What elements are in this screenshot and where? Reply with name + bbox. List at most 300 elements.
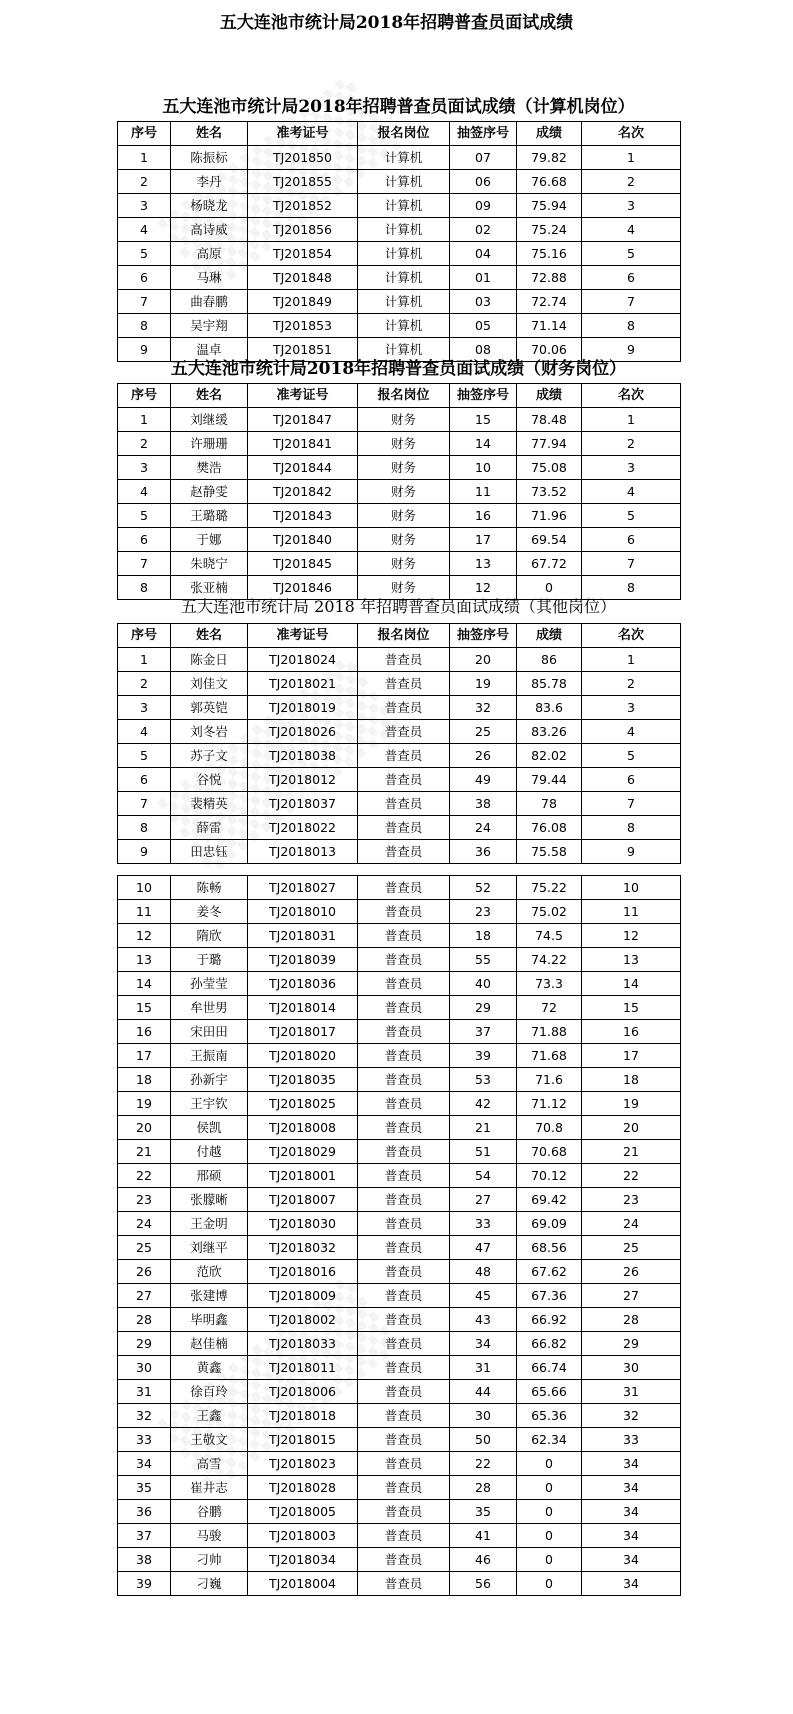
table-cell: 14 (582, 972, 681, 996)
table-cell: 普查员 (358, 1236, 450, 1260)
table-cell: 18 (118, 1068, 171, 1092)
table-row (118, 1548, 681, 1572)
table-cell: 财务 (358, 576, 450, 600)
column-header: 准考证号 (248, 624, 358, 648)
table-cell: TJ2018034 (248, 1548, 358, 1572)
table-cell: 郭英铠 (171, 696, 248, 720)
table-cell: 马琳 (171, 266, 248, 290)
table-cell: 王金明 (171, 1212, 248, 1236)
table-cell: 30 (450, 1404, 517, 1428)
table-row (118, 840, 681, 864)
table-cell: 裴精英 (171, 792, 248, 816)
table-cell: 11 (118, 900, 171, 924)
column-header: 报名岗位 (358, 624, 450, 648)
table-cell: 3 (118, 194, 171, 218)
table-cell: 16 (582, 1020, 681, 1044)
table-cell: 71.14 (517, 314, 582, 338)
table-cell: 62.34 (517, 1428, 582, 1452)
table-cell: 0 (517, 576, 582, 600)
table-cell: 普查员 (358, 1212, 450, 1236)
table-cell: 23 (118, 1188, 171, 1212)
table-cell: 6 (582, 266, 681, 290)
table-cell: TJ2018026 (248, 720, 358, 744)
table-cell: TJ2018030 (248, 1212, 358, 1236)
table-cell: 8 (118, 576, 171, 600)
table-cell: 4 (582, 218, 681, 242)
table-cell: 普查员 (358, 720, 450, 744)
table-cell: 5 (118, 504, 171, 528)
table-cell: 陈振标 (171, 146, 248, 170)
column-header: 姓名 (171, 122, 248, 146)
table-row (118, 924, 681, 948)
table-cell: 普查员 (358, 1068, 450, 1092)
table-cell: 33 (118, 1428, 171, 1452)
table-cell: TJ201847 (248, 408, 358, 432)
table-cell: 普查员 (358, 1044, 450, 1068)
table-cell: 67.72 (517, 552, 582, 576)
table-cell: 1 (582, 146, 681, 170)
table-cell: 2 (118, 170, 171, 194)
table-cell: 29 (582, 1332, 681, 1356)
table-cell: 85.78 (517, 672, 582, 696)
table-cell: 03 (450, 290, 517, 314)
table-cell: 23 (450, 900, 517, 924)
table-cell: 22 (582, 1164, 681, 1188)
table-row (118, 1188, 681, 1212)
table-cell: 财务 (358, 528, 450, 552)
table-cell: TJ2018027 (248, 876, 358, 900)
table-cell: 4 (118, 720, 171, 744)
table-cell: 18 (450, 924, 517, 948)
table-cell: 普查员 (358, 1428, 450, 1452)
table-cell: 36 (450, 840, 517, 864)
table-cell: 19 (450, 672, 517, 696)
table-cell: 普查员 (358, 900, 450, 924)
table-cell: 71.96 (517, 504, 582, 528)
table-row (118, 1044, 681, 1068)
table-row (118, 266, 681, 290)
table-cell: 2 (118, 672, 171, 696)
table-cell: 19 (582, 1092, 681, 1116)
table-row (118, 1284, 681, 1308)
table-row (118, 1308, 681, 1332)
table-row (118, 720, 681, 744)
table-cell: 赵佳楠 (171, 1332, 248, 1356)
table-cell: 财务 (358, 432, 450, 456)
table-cell: 9 (582, 338, 681, 362)
table-cell: TJ2018023 (248, 1452, 358, 1476)
table-row (118, 1356, 681, 1380)
table-cell: 8 (582, 576, 681, 600)
table-row (118, 1092, 681, 1116)
table-cell: 22 (450, 1452, 517, 1476)
table-row (118, 1140, 681, 1164)
table-cell: 66.74 (517, 1356, 582, 1380)
table-cell: 刁巍 (171, 1572, 248, 1596)
table-cell: 20 (450, 648, 517, 672)
table-cell: 普查员 (358, 972, 450, 996)
table-cell: 17 (582, 1044, 681, 1068)
table-cell: 7 (118, 290, 171, 314)
table-cell: 40 (450, 972, 517, 996)
table-cell: 陈金日 (171, 648, 248, 672)
table-cell: 计算机 (358, 194, 450, 218)
table-cell: 71.88 (517, 1020, 582, 1044)
table-cell: 13 (582, 948, 681, 972)
table-header-row (118, 624, 681, 648)
table-cell: 38 (450, 792, 517, 816)
table-row (118, 1236, 681, 1260)
table-cell: 张亚楠 (171, 576, 248, 600)
table-cell: TJ2018029 (248, 1140, 358, 1164)
table-other-continued (117, 875, 681, 1596)
table-cell: 10 (118, 876, 171, 900)
table-cell: 35 (118, 1476, 171, 1500)
table-cell: 6 (118, 266, 171, 290)
table-cell: TJ2018004 (248, 1572, 358, 1596)
table-cell: 财务 (358, 456, 450, 480)
table-cell: 11 (450, 480, 517, 504)
table-cell: 07 (450, 146, 517, 170)
table-cell: 15 (118, 996, 171, 1020)
table-cell: 普查员 (358, 696, 450, 720)
table-cell: TJ201846 (248, 576, 358, 600)
table-cell: 普查员 (358, 1116, 450, 1140)
table-cell: 21 (582, 1140, 681, 1164)
table-cell: 72 (517, 996, 582, 1020)
table-cell: 普查员 (358, 768, 450, 792)
table-row (118, 744, 681, 768)
table-cell: 刘继平 (171, 1236, 248, 1260)
table-cell: 6 (582, 768, 681, 792)
table-cell: 陈畅 (171, 876, 248, 900)
table-row (118, 792, 681, 816)
table-cell: 0 (517, 1476, 582, 1500)
table-row (118, 1476, 681, 1500)
table-cell: 31 (118, 1380, 171, 1404)
table-cell: 27 (582, 1284, 681, 1308)
table-cell: 于娜 (171, 528, 248, 552)
table-cell: TJ2018033 (248, 1332, 358, 1356)
table-computer (117, 121, 681, 362)
table-cell: 76.08 (517, 816, 582, 840)
column-header: 报名岗位 (358, 384, 450, 408)
table-row (118, 408, 681, 432)
table-cell: 计算机 (358, 146, 450, 170)
table-cell: 82.02 (517, 744, 582, 768)
table-cell: 5 (582, 504, 681, 528)
table-row (118, 290, 681, 314)
table-cell: 普查员 (358, 1020, 450, 1044)
table-cell: 普查员 (358, 1092, 450, 1116)
table-cell: 53 (450, 1068, 517, 1092)
table-cell: 3 (118, 456, 171, 480)
table-cell: 普查员 (358, 876, 450, 900)
table-row (118, 876, 681, 900)
table-cell: 0 (517, 1548, 582, 1572)
table-cell: TJ201849 (248, 290, 358, 314)
table-cell: 10 (582, 876, 681, 900)
table-cell: 69.54 (517, 528, 582, 552)
table-row (118, 432, 681, 456)
table-cell: 66.82 (517, 1332, 582, 1356)
table-cell: 15 (450, 408, 517, 432)
column-header: 准考证号 (248, 122, 358, 146)
table-cell: 0 (517, 1572, 582, 1596)
table-row (118, 1020, 681, 1044)
table-cell: 普查员 (358, 1380, 450, 1404)
table-cell: 33 (582, 1428, 681, 1452)
table-cell: 普查员 (358, 948, 450, 972)
table-cell: 普查员 (358, 744, 450, 768)
table-cell: 14 (118, 972, 171, 996)
table-cell: 72.88 (517, 266, 582, 290)
table-row (118, 1116, 681, 1140)
table-cell: 1 (118, 146, 171, 170)
table-cell: 刁帅 (171, 1548, 248, 1572)
table-cell: 毕明鑫 (171, 1308, 248, 1332)
table-cell: TJ2018022 (248, 816, 358, 840)
table-cell: 3 (582, 456, 681, 480)
table-cell: 计算机 (358, 242, 450, 266)
table-cell: TJ2018024 (248, 648, 358, 672)
table-cell: 34 (582, 1548, 681, 1572)
table-cell: 34 (118, 1452, 171, 1476)
table-cell: TJ2018011 (248, 1356, 358, 1380)
table-cell: 普查员 (358, 1188, 450, 1212)
table-cell: 66.92 (517, 1308, 582, 1332)
table-cell: 牟世男 (171, 996, 248, 1020)
table-cell: 马骏 (171, 1524, 248, 1548)
table-row (118, 456, 681, 480)
table-cell: 29 (118, 1332, 171, 1356)
table-cell: 计算机 (358, 314, 450, 338)
table-cell: 黄鑫 (171, 1356, 248, 1380)
table-cell: 78.48 (517, 408, 582, 432)
table-cell: 1 (582, 408, 681, 432)
table-cell: TJ201840 (248, 528, 358, 552)
table-cell: TJ2018025 (248, 1092, 358, 1116)
table-cell: 75.94 (517, 194, 582, 218)
table-cell: TJ2018037 (248, 792, 358, 816)
table-cell: 宋田田 (171, 1020, 248, 1044)
table-cell: 赵静雯 (171, 480, 248, 504)
table-cell: 34 (582, 1500, 681, 1524)
table-cell: 16 (450, 504, 517, 528)
table-cell: 28 (450, 1476, 517, 1500)
table-cell: TJ2018009 (248, 1284, 358, 1308)
table-cell: 38 (118, 1548, 171, 1572)
table-cell: 50 (450, 1428, 517, 1452)
table-cell: TJ2018035 (248, 1068, 358, 1092)
table-cell: TJ201854 (248, 242, 358, 266)
table-cell: 12 (450, 576, 517, 600)
table-cell: 计算机 (358, 170, 450, 194)
table-cell: 26 (450, 744, 517, 768)
table-cell: 1 (118, 648, 171, 672)
table-cell: 2 (582, 432, 681, 456)
table-other (117, 623, 681, 864)
table-cell: 0 (517, 1524, 582, 1548)
table-cell: 6 (118, 768, 171, 792)
table-cell: TJ2018038 (248, 744, 358, 768)
table-cell: 高原 (171, 242, 248, 266)
table-cell: 普查员 (358, 1500, 450, 1524)
table-cell: 72.74 (517, 290, 582, 314)
table-cell: TJ2018036 (248, 972, 358, 996)
table-cell: TJ2018032 (248, 1236, 358, 1260)
table-cell: 普查员 (358, 1404, 450, 1428)
table-cell: 12 (582, 924, 681, 948)
table-cell: 田忠钰 (171, 840, 248, 864)
table-cell: TJ2018019 (248, 696, 358, 720)
table-cell: 31 (582, 1380, 681, 1404)
table-cell: 75.58 (517, 840, 582, 864)
table-cell: TJ2018005 (248, 1500, 358, 1524)
table-cell: 徐百玲 (171, 1380, 248, 1404)
table-row (118, 1572, 681, 1596)
column-header: 报名岗位 (358, 122, 450, 146)
table-cell: 2 (118, 432, 171, 456)
table-cell: 11 (582, 900, 681, 924)
table-cell: 41 (450, 1524, 517, 1548)
table-cell: 4 (118, 218, 171, 242)
table-cell: 8 (582, 816, 681, 840)
table-cell: 刘继缓 (171, 408, 248, 432)
column-header: 成绩 (517, 624, 582, 648)
table-cell: 25 (582, 1236, 681, 1260)
table-cell: 37 (118, 1524, 171, 1548)
table-cell: 48 (450, 1260, 517, 1284)
table-cell: 苏子文 (171, 744, 248, 768)
table-cell: 普查员 (358, 1308, 450, 1332)
table-cell: 谷鹏 (171, 1500, 248, 1524)
table-row (118, 900, 681, 924)
table-cell: 30 (582, 1356, 681, 1380)
table-cell: 43 (450, 1308, 517, 1332)
table-cell: 24 (118, 1212, 171, 1236)
table-cell: 71.68 (517, 1044, 582, 1068)
table-cell: 1 (118, 408, 171, 432)
table-cell: 75.24 (517, 218, 582, 242)
table-cell: 普查员 (358, 1164, 450, 1188)
table-cell: TJ201855 (248, 170, 358, 194)
table-row (118, 552, 681, 576)
table-cell: 5 (118, 744, 171, 768)
table-cell: 70.06 (517, 338, 582, 362)
table-cell: 张朦晰 (171, 1188, 248, 1212)
table-cell: 6 (582, 528, 681, 552)
table-cell: 13 (450, 552, 517, 576)
table-cell: 0 (517, 1452, 582, 1476)
table-cell: 王振南 (171, 1044, 248, 1068)
table-cell: 付越 (171, 1140, 248, 1164)
table-row (118, 170, 681, 194)
table-cell: 计算机 (358, 266, 450, 290)
table-row (118, 648, 681, 672)
table-cell: 23 (582, 1188, 681, 1212)
table-cell: 张建博 (171, 1284, 248, 1308)
table-row (118, 528, 681, 552)
table-cell: 83.26 (517, 720, 582, 744)
table-cell: TJ2018001 (248, 1164, 358, 1188)
table-cell: 8 (582, 314, 681, 338)
table-cell: 于璐 (171, 948, 248, 972)
table-cell: 刘佳文 (171, 672, 248, 696)
table-cell: 29 (450, 996, 517, 1020)
table-row (118, 696, 681, 720)
table-cell: 79.44 (517, 768, 582, 792)
table-cell: 24 (582, 1212, 681, 1236)
table-cell: TJ2018039 (248, 948, 358, 972)
table-cell: 8 (118, 314, 171, 338)
table-cell: 2 (582, 672, 681, 696)
table-finance (117, 383, 681, 600)
table-cell: 4 (582, 720, 681, 744)
column-header: 抽签序号 (450, 384, 517, 408)
table-cell: 20 (118, 1116, 171, 1140)
table-cell: 75.22 (517, 876, 582, 900)
table-row (118, 948, 681, 972)
table-cell: 70.12 (517, 1164, 582, 1188)
table-cell: 05 (450, 314, 517, 338)
table-cell: 52 (450, 876, 517, 900)
table-cell: 邢硕 (171, 1164, 248, 1188)
table-cell: TJ201852 (248, 194, 358, 218)
table-cell: 44 (450, 1380, 517, 1404)
table-cell: 21 (118, 1140, 171, 1164)
table-cell: 3 (582, 194, 681, 218)
table-cell: 65.66 (517, 1380, 582, 1404)
table-cell: TJ201853 (248, 314, 358, 338)
table-cell: 王璐璐 (171, 504, 248, 528)
table-cell: 普查员 (358, 1140, 450, 1164)
table-cell: 39 (118, 1572, 171, 1596)
table-cell: 06 (450, 170, 517, 194)
table-cell: 姜冬 (171, 900, 248, 924)
table-cell: 3 (118, 696, 171, 720)
table-cell: 普查员 (358, 1260, 450, 1284)
table-cell: 65.36 (517, 1404, 582, 1428)
section-title-finance: 五大连池市统计局2018年招聘普查员面试成绩（财务岗位） (170, 359, 627, 379)
table-cell: 70.68 (517, 1140, 582, 1164)
table-cell: 薛雷 (171, 816, 248, 840)
table-cell: 普查员 (358, 1332, 450, 1356)
table-cell: TJ201844 (248, 456, 358, 480)
column-header: 成绩 (517, 122, 582, 146)
table-row (118, 1068, 681, 1092)
section-title-other: 五大连池市统计局 2018 年招聘普查员面试成绩（其他岗位） (181, 597, 616, 616)
table-cell: 01 (450, 266, 517, 290)
table-cell: 21 (450, 1116, 517, 1140)
table-cell: 吴宇翔 (171, 314, 248, 338)
table-cell: 75.16 (517, 242, 582, 266)
table-cell: 34 (582, 1452, 681, 1476)
table-cell: 杨晓龙 (171, 194, 248, 218)
table-cell: 普查员 (358, 1452, 450, 1476)
table-cell: TJ2018008 (248, 1116, 358, 1140)
table-cell: 35 (450, 1500, 517, 1524)
column-header: 名次 (582, 384, 681, 408)
table-cell: 7 (582, 552, 681, 576)
table-cell: 普查员 (358, 1548, 450, 1572)
table-cell: TJ2018006 (248, 1380, 358, 1404)
table-cell: 78 (517, 792, 582, 816)
table-row (118, 1524, 681, 1548)
table-row (118, 1164, 681, 1188)
table-cell: 74.22 (517, 948, 582, 972)
table-cell: 12 (118, 924, 171, 948)
